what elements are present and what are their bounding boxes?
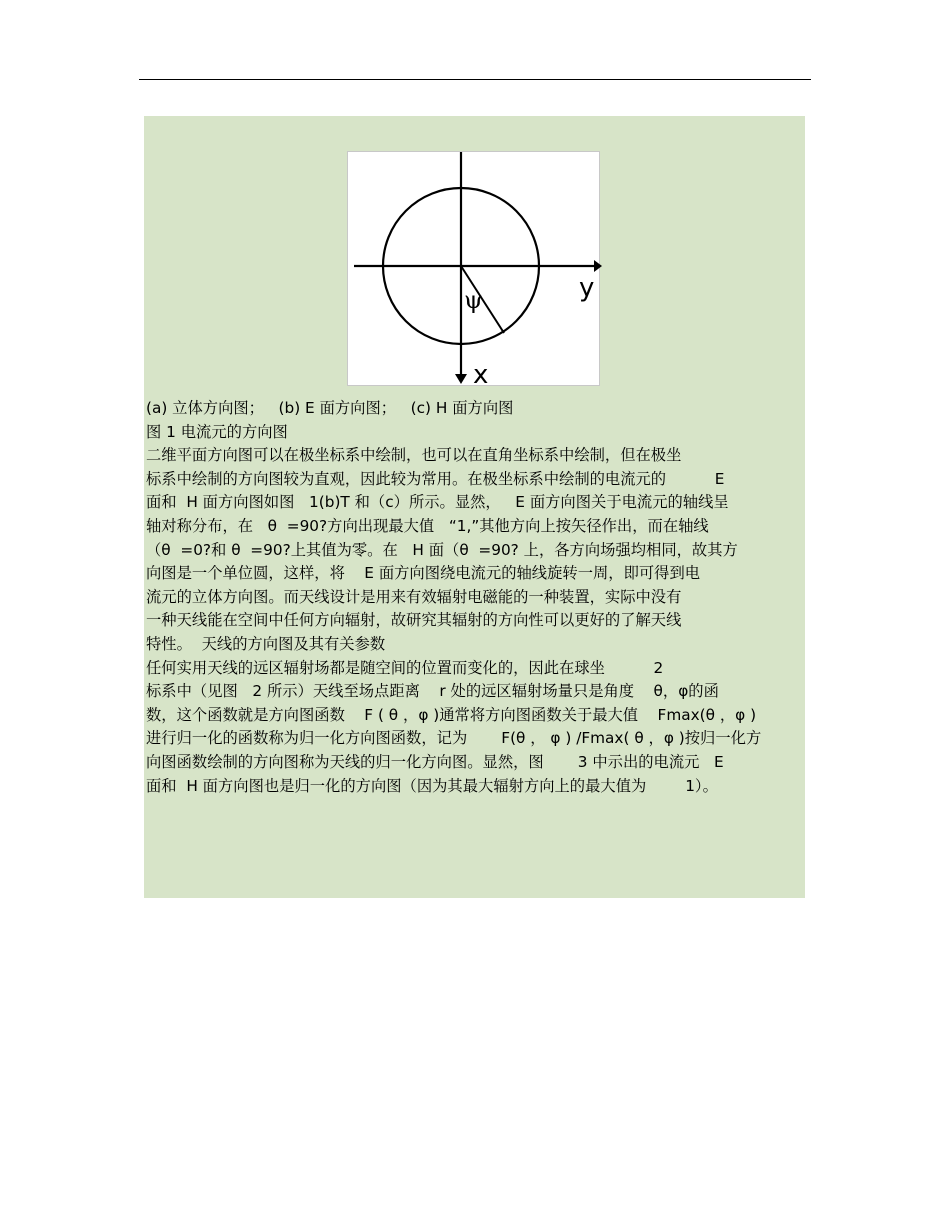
paragraph-line: 轴对称分布，在 θ =90?方向出现最大值 “1,”其他方向上按矢径作出，而在轴线 — [146, 516, 709, 535]
x-axis-label: x — [473, 360, 489, 390]
header-rule — [139, 79, 811, 80]
paragraph-line: 数，这个函数就是方向图函数 F ( θ ，φ )通常将方向图函数关于最大值 Fmax(θ ，φ ) — [146, 705, 757, 724]
paragraph-line: 面和 H 面方向图也是归一化的方向图（因为其最大辐射方向上的最大值为 1）。 — [146, 776, 718, 795]
paragraph-line: 一种天线能在空间中任何方向辐射，故研究其辐射的方向性可以更好的了解天线 — [146, 611, 682, 630]
y-axis-arrow — [594, 260, 602, 272]
h-plane-pattern-figure — [347, 151, 600, 390]
x-axis-arrow — [455, 374, 467, 384]
paragraph-line: 标系中（见图 2 所示）天线至场点距离 r 处的远区辐射场量只是角度 θ，φ的函 — [146, 682, 719, 701]
body-text — [146, 397, 826, 798]
paragraph-line: 面和 H 面方向图如图 1(b)T 和（c）所示。显然， E 面方向图关于电流元的轴线呈 — [146, 493, 729, 512]
paragraph-line: 任何实用天线的远区辐射场都是随空间的位置而变化的，因此在球坐 2 — [146, 658, 664, 677]
paragraph-line: 向图函数绘制的方向图称为天线的归一化方向图。显然，图 3 中示出的电流元 E — [146, 752, 724, 771]
figure-caption: 图 1 电流元的方向图 — [146, 422, 288, 441]
paragraph-line: 特性。 天线的方向图及其有关参数 — [146, 634, 386, 653]
paragraph-line: 进行归一化的函数称为归一化方向图函数，记为 F(θ ， φ ) /Fmax( θ ，φ )按归一化方 — [146, 729, 762, 748]
paragraph-line: 标系中绘制的方向图较为直观，因此较为常用。在极坐标系中绘制的电流元的 E — [146, 469, 725, 488]
y-axis-label: y — [579, 273, 595, 303]
paragraph-line: 流元的立体方向图。而天线设计是用来有效辐射电磁能的一种装置，实际中没有 — [146, 587, 682, 606]
paragraph-line: （θ =0?和 θ =90?上其值为零。在 H 面（θ =90? 上，各方向场强均相同，故其方 — [146, 540, 738, 559]
paragraph-line: 二维平面方向图可以在极坐标系中绘制，也可以在直角坐标系中绘制，但在极坐 — [146, 446, 682, 465]
angle-label: ψ — [464, 286, 483, 314]
pattern-diagram — [348, 152, 601, 390]
figure-subcaption: (a) 立体方向图； (b) E 面方向图； (c) H 面方向图 — [146, 399, 514, 417]
paragraph-line: 向图是一个单位圆，这样，将 E 面方向图绕电流元的轴线旋转一周，即可得到电 — [146, 564, 701, 583]
